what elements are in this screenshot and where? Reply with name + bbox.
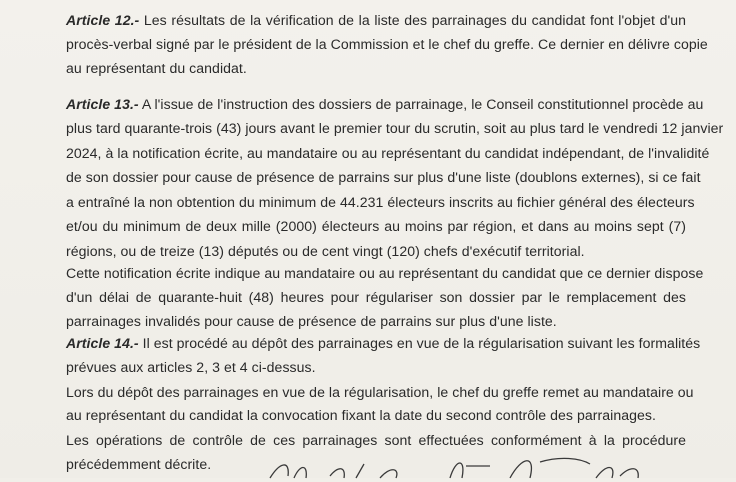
article-13-line-2: plus tard quarante-trois (43) jours avant le premier tour du scrutin, soit au plus tard le vendredi 12 janvier — [66, 120, 724, 136]
article-12-line-3: au représentant du candidat. — [66, 60, 247, 76]
article-13-line-9: d'un délai de quarante-huit (48) heures pour régulariser son dossier par le remplacement des — [66, 289, 686, 305]
article-14-line-2: prévues aux articles 2, 3 et 4 ci-dessus. — [66, 359, 316, 375]
article-14-line-4: au représentant du candidat la convocation fixant la date du second contrôle des parrainages. — [66, 407, 656, 423]
article-13-line-7: régions, ou de treize (13) députés ou de cent vingt (120) chefs d'exécutif territorial. — [66, 243, 585, 259]
article-12-line-1: Article 12.- Les résultats de la vérification de la liste des parrainages du candidat font l'objet d'un — [66, 12, 686, 28]
article-13-line-10: parrainages invalidés pour cause de présence de parrains sur plus d'une liste. — [66, 313, 557, 329]
article-13-label: Article 13.- — [66, 96, 139, 112]
article-13-line-6: et/ou du minimum de deux mille (2000) électeurs au moins par région, et dans au moins sept (7) — [66, 218, 686, 234]
article-13-line-1: Article 13.- A l'issue de l'instruction des dossiers de parrainage, le Conseil constitutionnel procède au — [66, 96, 704, 112]
article-12-line-2: procès-verbal signé par le président de la Commission et le chef du greffe. Ce dernier en délivre copie — [66, 36, 708, 52]
article-14-label: Article 14.- — [66, 335, 139, 351]
article-14-line-3: Lors du dépôt des parrainages en vue de la régularisation, le chef du greffe remet au mandataire ou — [66, 384, 694, 400]
article-13-line-5: a entraîné la non obtention du minimum de 44.231 électeurs inscrits au fichier général des électeurs — [66, 194, 695, 210]
article-13-line-8: Cette notification écrite indique au mandataire ou au représentant du candidat que ce dernier dispose — [66, 265, 704, 281]
article-14-line-6: précédemment décrite. — [66, 456, 212, 472]
article-14-line-1: Article 14.- Il est procédé au dépôt des parrainages en vue de la régularisation suivant les formalités — [66, 335, 701, 351]
article-14-line-5: Les opérations de contrôle de ces parrainages sont effectuées conformément à la procédure — [66, 432, 686, 448]
article-12-label: Article 12.- — [66, 12, 140, 28]
article-13-line-3: 2024, à la notification écrite, au mandataire ou au représentant du candidat indépendant, de l'invalidité — [66, 145, 710, 161]
article-13-line-4: de son dossier pour cause de présence de parrains sur plus d'une liste (doublons externes), si ce fait — [66, 169, 701, 185]
